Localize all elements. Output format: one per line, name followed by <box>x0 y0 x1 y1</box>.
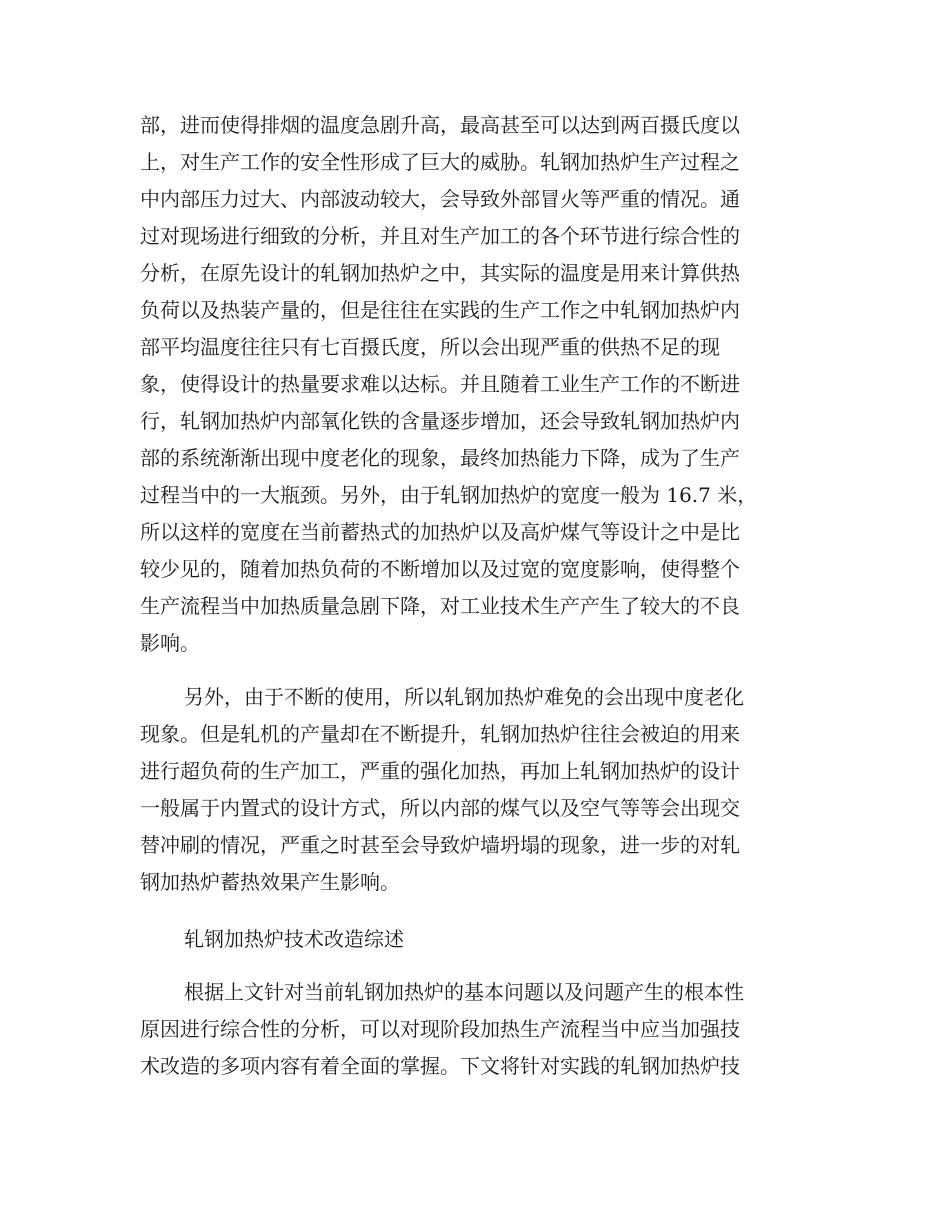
text-line: 原因进行综合性的分析，可以对现阶段加热生产流程当中应当加强技 <box>140 1017 740 1041</box>
text-line: 所以这样的宽度在当前蓄热式的加热炉以及高炉煤气等设计之中是比 <box>140 520 740 544</box>
text-line: 象，使得设计的热量要求难以达标。并且随着工业生产工作的不断进 <box>140 372 740 396</box>
text-line: 钢加热炉蓄热效果产生影响。 <box>140 870 400 894</box>
text-line: 进行超负荷的生产加工，严重的强化加热，再加上轧钢加热炉的设计 <box>140 759 740 783</box>
text-line: 过对现场进行细致的分析，并且对生产加工的各个环节进行综合性的 <box>140 224 740 248</box>
text-line: 替冲刷的情况，严重之时甚至会导致炉墙坍塌的现象，进一步的对轧 <box>140 833 740 857</box>
text-line: 过程当中的一大瓶颈。另外，由于轧钢加热炉的宽度一般为 16.7 米， <box>140 483 758 507</box>
text-line: 上，对生产工作的安全性形成了巨大的威胁。轧钢加热炉生产过程之 <box>140 150 740 174</box>
text-line: 负荷以及热装产量的，但是往往在实践的生产工作之中轧钢加热炉内 <box>140 298 740 322</box>
section-heading: 轧钢加热炉技术改造综述 <box>184 927 404 951</box>
text-line: 部平均温度往往只有七百摄氏度，所以会出现严重的供热不足的现 <box>140 335 720 359</box>
text-line: 一般属于内置式的设计方式，所以内部的煤气以及空气等等会出现交 <box>140 796 740 820</box>
text-line: 根据上文针对当前轧钢加热炉的基本问题以及问题产生的根本性 <box>184 980 744 1004</box>
text-line: 部，进而使得排烟的温度急剧升高，最高甚至可以达到两百摄氏度以 <box>140 113 740 137</box>
text-line: 行，轧钢加热炉内部氧化铁的含量逐步增加，还会导致轧钢加热炉内 <box>140 409 740 433</box>
text-line: 较少见的，随着加热负荷的不断增加以及过宽的宽度影响，使得整个 <box>140 557 740 581</box>
text-line: 中内部压力过大、内部波动较大，会导致外部冒火等严重的情况。通 <box>140 187 740 211</box>
text-line: 现象。但是轧机的产量却在不断提升，轧钢加热炉往往会被迫的用来 <box>140 722 740 746</box>
text-line: 生产流程当中加热质量急剧下降，对工业技术生产产生了较大的不良 <box>140 594 740 618</box>
text-line: 部的系统渐渐出现中度老化的现象，最终加热能力下降，成为了生产 <box>140 446 740 470</box>
text-line: 影响。 <box>140 631 200 655</box>
text-line: 分析，在原先设计的轧钢加热炉之中，其实际的温度是用来计算供热 <box>140 261 740 285</box>
text-line: 术改造的多项内容有着全面的掌握。下文将针对实践的轧钢加热炉技 <box>140 1054 740 1078</box>
text-line: 另外，由于不断的使用，所以轧钢加热炉难免的会出现中度老化 <box>184 685 744 709</box>
